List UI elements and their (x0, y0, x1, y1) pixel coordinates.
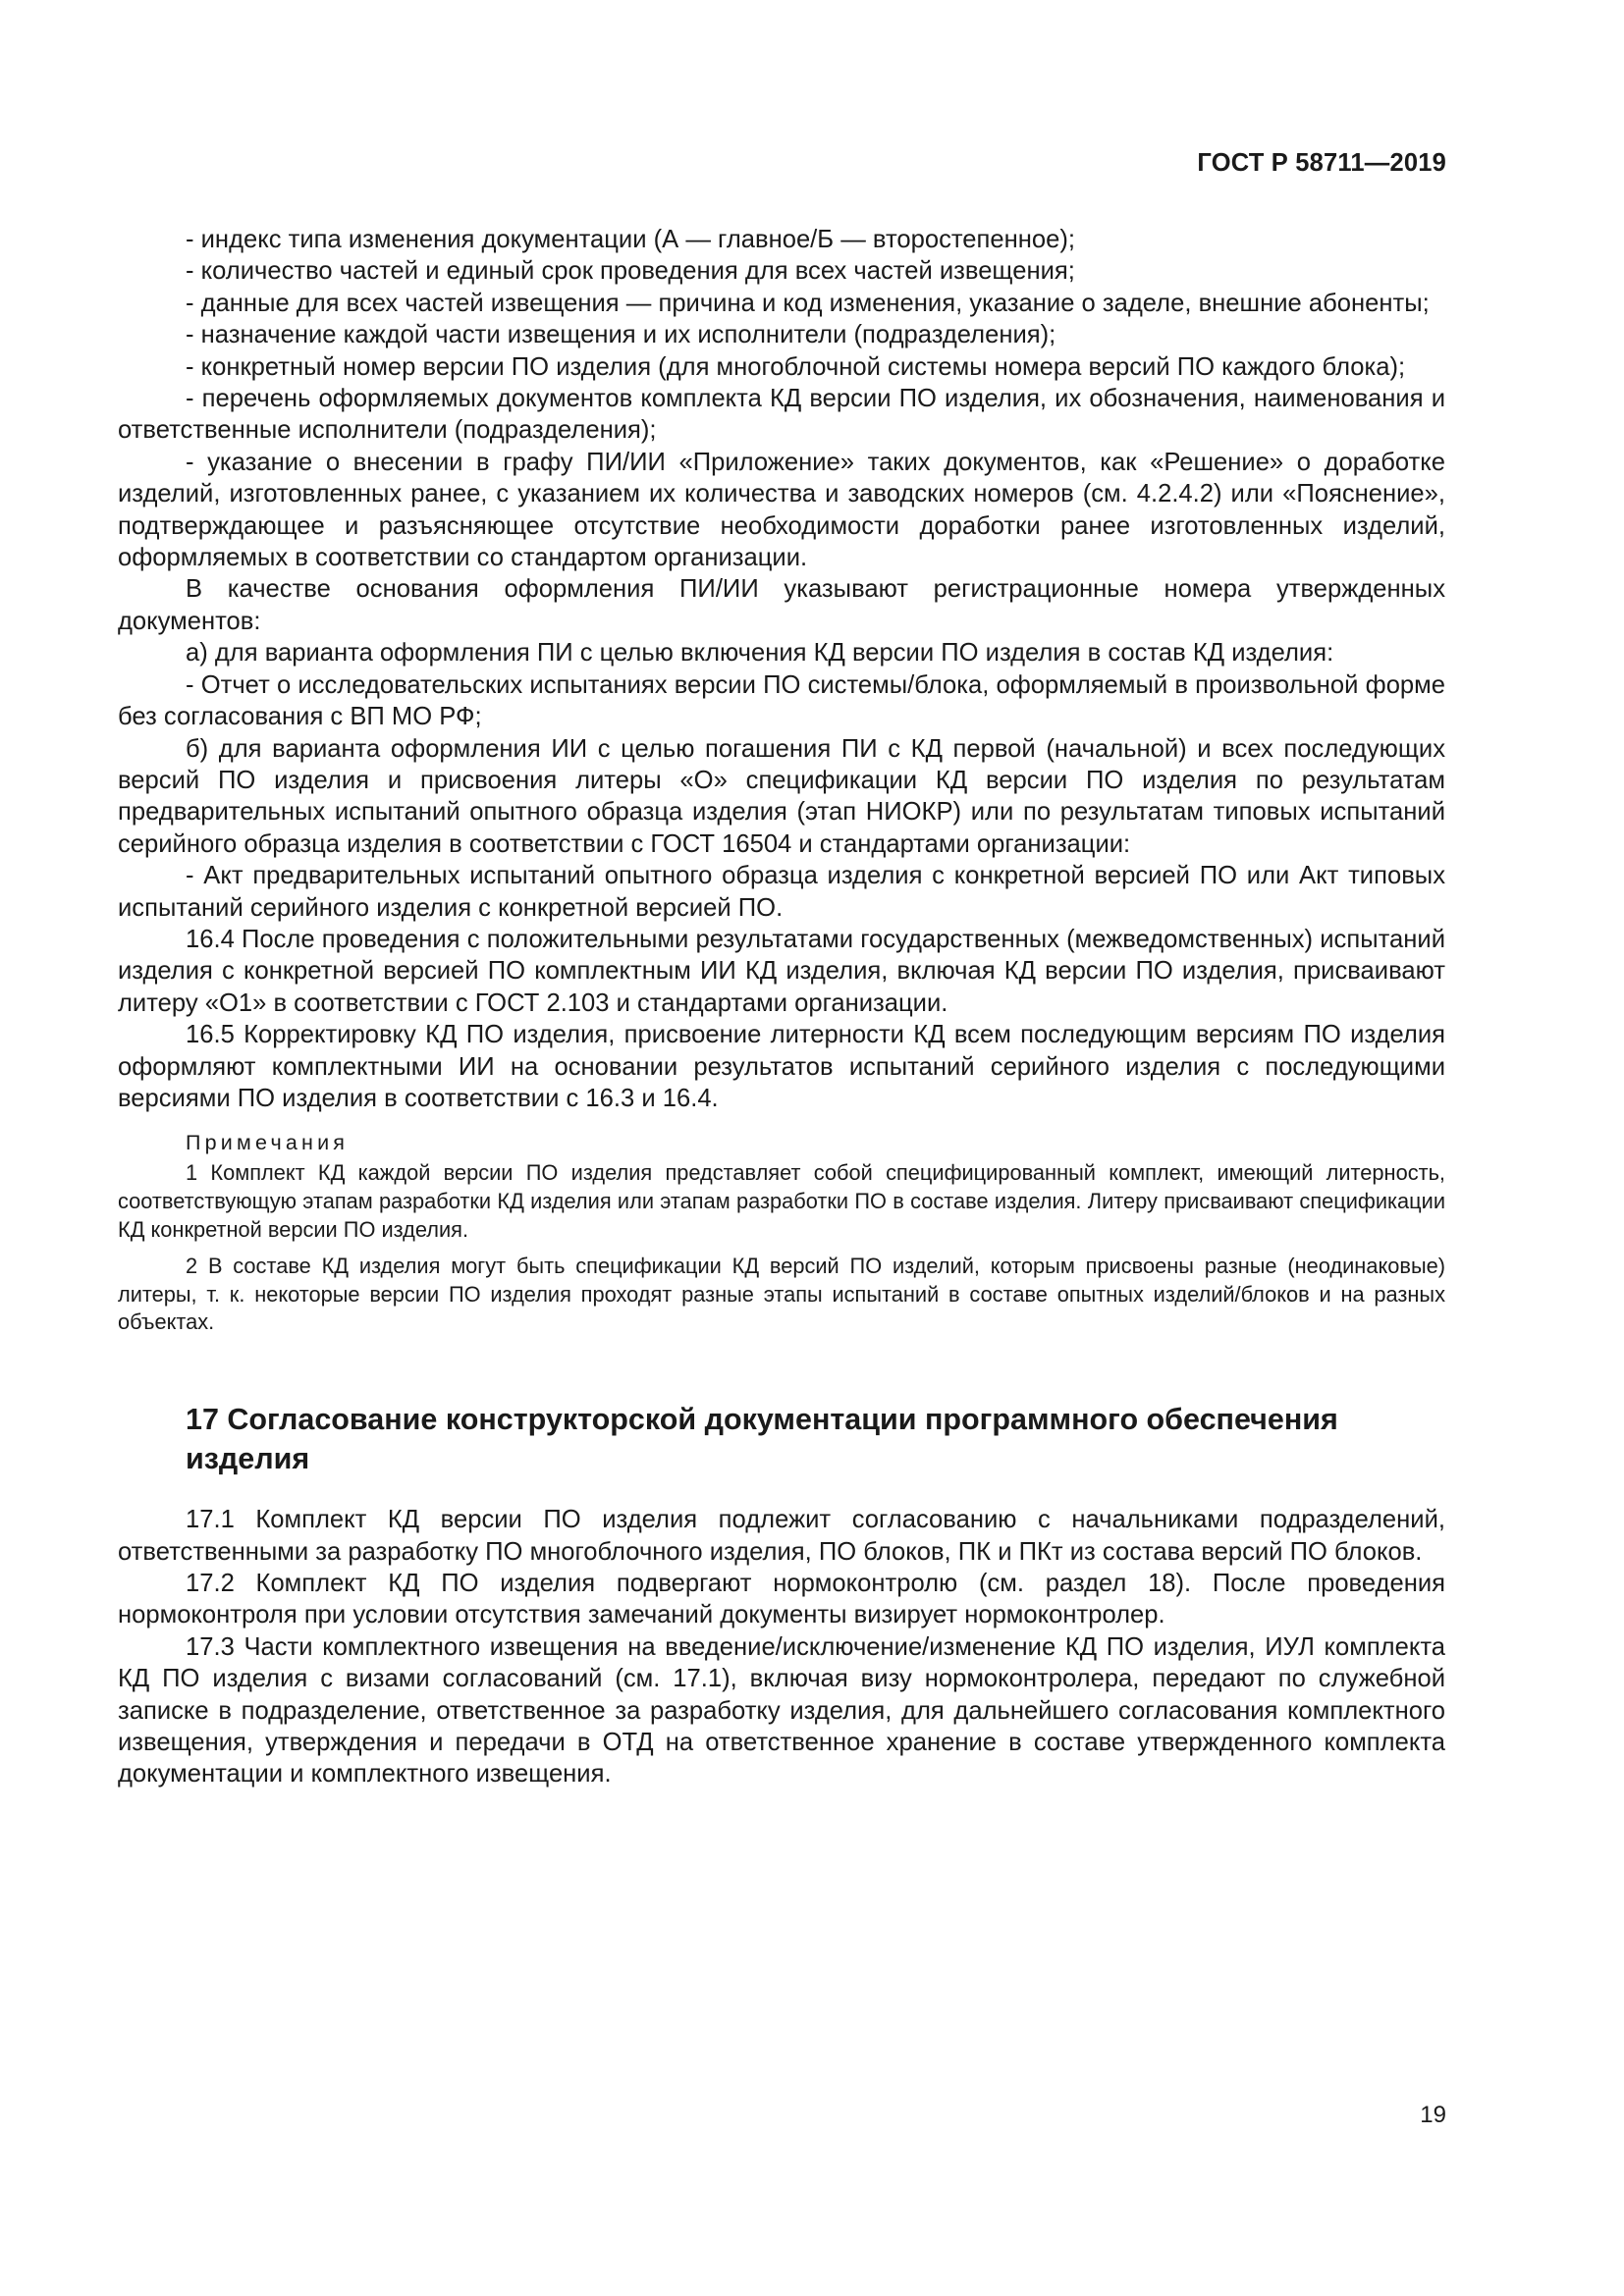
paragraph-variant-b: б) для варианта оформления ИИ с целью погашения ПИ с КД первой (начальной) и всех последующих версий ПО изделия и присвоения литеры «О» спецификации КД версии ПО изделия по результатам предварительных испытаний опытного образца изделия (этап НИОКР) или по результатам типовых испытаний серийного образца изделия в соответствии с ГОСТ 16504 и стандартами организации: (118, 734, 1445, 858)
clause-17-2: 17.2 Комплект КД ПО изделия подвергают нормоконтролю (см. раздел 18). После проведения нормоконтроля при условии отсутствия замечаний документы визирует нормоконтролер. (118, 1569, 1445, 1629)
note-2: 2 В составе КД изделия могут быть спецификации КД версий ПО изделий, которым присвоены разные (неодинаковые) литеры, т. к. некоторые версии ПО изделия проходят разные этапы испытаний в составе опытных изделий/блоков и на разных объектах. (118, 1253, 1445, 1335)
clause-17-3: 17.3 Части комплектного извещения на введение/исключение/изменение КД ПО изделия, ИУЛ комплекта КД ПО изделия с визами согласований (см. 17.1), включая визу нормоконтролера, передают по служебной записке в подразделение, ответственное за разработку изделия, для дальнейшего согласования комплектного извещения, утверждения и передачи в ОТД на ответственное хранение в составе утвержденного комплекта документации и комплектного извещения. (118, 1632, 1445, 1789)
list-item-appendix-note: - указание о внесении в графу ПИ/ИИ «Приложение» таких документов, как «Решение» о доработке изделий, изготовленных ранее, с указанием их количества и заводских номеров (см. 4.2.4.2) или «Пояснение», подтверждающее и разъясняющее отсутствие необходимости доработки ранее изготовленных изделий, оформляемых в соответствии со стандартом организации. (118, 448, 1445, 572)
list-item-parts-data: - данные для всех частей извещения — причина и код изменения, указание о заделе, внешние абоненты; (186, 289, 1430, 317)
paragraph-basis-documents: В качестве основания оформления ПИ/ИИ указывают регистрационные номера утвержденных документов: (118, 575, 1445, 635)
paragraph-variant-a: а) для варианта оформления ПИ с целью включения КД версии ПО изделия в состав КД изделия: (186, 639, 1334, 667)
list-item-parts-and-deadline: - количество частей и единый срок проведения для всех частей извещения; (186, 257, 1075, 286)
section-17-title: 17 Согласование конструкторской документации программного обеспечения изделия (186, 1403, 1338, 1476)
list-item-research-report: - Отчет о исследовательских испытаниях версии ПО системы/блока, оформляемый в произвольной форме без согласования с ВП МО РФ; (118, 670, 1445, 731)
list-item-document-list: - перечень оформляемых документов комплекта КД версии ПО изделия, их обозначения, наименования и ответственные исполнители (подразделения); (118, 385, 1445, 445)
page-number: 19 (1420, 2102, 1446, 2128)
clause-16-5: 16.5 Корректировку КД ПО изделия, присвоение литерности КД всем последующим версиям ПО изделия оформляют комплектными ИИ на основании результатов испытаний серийного изделия с последующими версиями ПО изделия в соответствии с 16.3 и 16.4. (118, 1021, 1445, 1112)
list-item-change-type-index: - индекс типа изменения документации (А — главное/Б — второстепенное); (186, 226, 1076, 253)
document-code-header: ГОСТ Р 58711—2019 (1197, 149, 1446, 177)
note-1: 1 Комплект КД каждой версии ПО изделия представляет собой специфицированный комплект, имеющий литерность, соответствующую этапам разработки КД изделия или этапам разработки ПО в составе изделия. Литеру присваивают спецификации КД конкретной версии ПО изделия. (118, 1160, 1445, 1242)
page-content (118, 224, 1445, 1790)
clause-16-4: 16.4 После проведения с положительными результатами государственных (межведомственных) испытаний изделия с конкретной версией ПО комплектным ИИ КД изделия, включая КД версии ПО изделия, присваивают литеру «О1» в соответствии с ГОСТ 2.103 и стандартами организации. (118, 925, 1445, 1017)
notes-title: Примечания (186, 1131, 350, 1155)
list-item-test-act: - Акт предварительных испытаний опытного образца изделия с конкретной версией ПО или Акт типовых испытаний серийного изделия с конкретной версией ПО. (118, 862, 1445, 922)
clause-17-1: 17.1 Комплект КД версии ПО изделия подлежит согласованию с начальниками подразделений, ответственными за разработку ПО многоблочного изделия, ПО блоков, ПК и ПКт из состава версий ПО блоков. (118, 1506, 1445, 1566)
list-item-software-version: - конкретный номер версии ПО изделия (для многоблочной системы номера версий ПО каждого блока); (186, 352, 1406, 381)
list-item-parts-purpose: - назначение каждой части извещения и их исполнители (подразделения); (186, 321, 1056, 349)
